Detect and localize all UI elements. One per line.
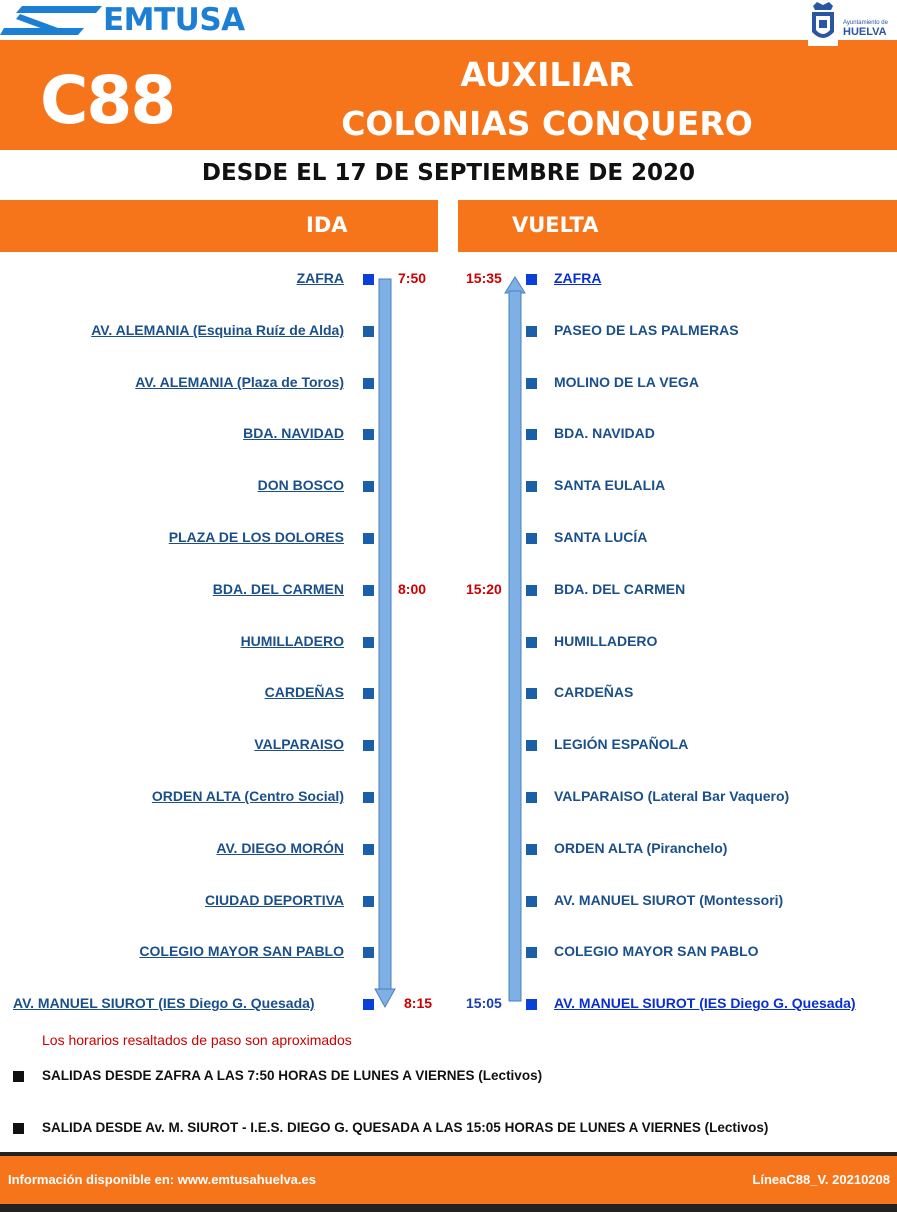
stop-marker-icon	[526, 688, 537, 699]
ida-stop-link[interactable]: AV. ALEMANIA (Plaza de Toros)	[135, 374, 344, 390]
departure-info-2: SALIDA DESDE Av. M. SIUROT - I.E.S. DIEGO G. QUESADA A LAS 15:05 HORAS DE LUNES A VIERNES (Lectivos)	[42, 1120, 769, 1135]
vuelta-stop-label: BDA. DEL CARMEN	[554, 581, 686, 597]
vuelta-stop-label: VALPARAISO (Lateral Bar Vaquero)	[554, 788, 790, 804]
stop-marker-icon	[363, 481, 374, 492]
direction-label-vuelta: VUELTA	[512, 213, 599, 237]
stop-marker-icon	[363, 999, 374, 1010]
timing-note: Los horarios resaltados de paso son aproximados	[42, 1032, 352, 1048]
stop-marker-icon	[363, 637, 374, 648]
stop-marker-icon	[363, 326, 374, 337]
footer-info: Información disponible en: www.emtusahuelva.es	[8, 1172, 316, 1187]
stop-marker-icon	[363, 792, 374, 803]
vuelta-stop-label: ORDEN ALTA (Piranchelo)	[554, 840, 728, 856]
ida-stop-link[interactable]: AV. DIEGO MORÓN	[216, 840, 344, 856]
ida-time: 8:00	[398, 581, 427, 597]
vuelta-time: 15:20	[466, 581, 502, 597]
ida-stop-link[interactable]: AV. MANUEL SIUROT (IES Diego G. Quesada)	[13, 995, 315, 1011]
departure-info-1: SALIDAS DESDE ZAFRA A LAS 7:50 HORAS DE LUNES A VIERNES (Lectivos)	[42, 1068, 543, 1083]
vuelta-stop-label: COLEGIO MAYOR SAN PABLO	[554, 943, 759, 959]
stop-marker-icon	[526, 999, 537, 1010]
direction-label-ida: IDA	[306, 213, 348, 237]
stop-marker-icon	[363, 896, 374, 907]
emtusa-logo-icon	[0, 2, 104, 40]
stop-marker-icon	[526, 326, 537, 337]
ida-stop-link[interactable]: HUMILLADERO	[240, 633, 344, 649]
vuelta-stop-label: MOLINO DE LA VEGA	[554, 374, 699, 390]
bullet-icon	[13, 1071, 24, 1082]
stop-marker-icon	[526, 429, 537, 440]
stop-marker-icon	[363, 947, 374, 958]
line-code: C88	[40, 62, 175, 139]
stop-marker-icon	[363, 688, 374, 699]
ida-stop-link[interactable]: ZAFRA	[296, 270, 344, 286]
stop-marker-icon	[363, 378, 374, 389]
stop-marker-icon	[363, 585, 374, 596]
stop-marker-icon	[526, 844, 537, 855]
ida-stop-link[interactable]: ORDEN ALTA (Centro Social)	[151, 788, 344, 804]
stop-marker-icon	[363, 533, 374, 544]
brand-name: EMTUSA	[103, 2, 245, 38]
stop-marker-icon	[526, 947, 537, 958]
stop-marker-icon	[526, 274, 537, 285]
vuelta-stop-link[interactable]: AV. MANUEL SIUROT (IES Diego G. Quesada)	[554, 995, 856, 1011]
vuelta-stop-label: SANTA LUCÍA	[554, 529, 648, 545]
vuelta-stop-label: SANTA EULALIA	[554, 477, 666, 493]
vuelta-stop-label: AV. MANUEL SIUROT (Montessori)	[554, 892, 784, 908]
ida-stop-link[interactable]: DON BOSCO	[257, 477, 344, 493]
city-crest	[803, 0, 897, 48]
route-title-line-1: AUXILIAR	[460, 55, 634, 94]
ida-stop-link[interactable]: PLAZA DE LOS DOLORES	[168, 529, 344, 545]
route-title-line-2: COLONIAS CONQUERO	[341, 104, 753, 143]
direction-header-vuelta	[458, 200, 897, 252]
ida-stop-link[interactable]: CARDEÑAS	[264, 684, 344, 700]
stop-marker-icon	[363, 740, 374, 751]
direction-header-ida	[0, 200, 438, 252]
stop-marker-icon	[526, 637, 537, 648]
ida-direction-arrow-icon	[370, 275, 400, 1010]
stop-marker-icon	[526, 740, 537, 751]
ida-time: 7:50	[398, 270, 427, 286]
crest-icon	[807, 0, 839, 46]
crest-caption: HUELVA	[843, 26, 887, 38]
stop-marker-icon	[526, 792, 537, 803]
ida-time: 8:15	[404, 995, 433, 1011]
emtusa-logo	[0, 0, 258, 40]
ida-stop-link[interactable]: BDA. DEL CARMEN	[212, 581, 344, 597]
stop-marker-icon	[526, 896, 537, 907]
footer-bottom-bar	[0, 1204, 897, 1212]
ida-stop-link[interactable]: AV. ALEMANIA (Esquina Ruíz de Alda)	[91, 322, 344, 338]
vuelta-stop-label: CARDEÑAS	[554, 684, 634, 700]
stop-marker-icon	[363, 429, 374, 440]
crest-caption-small: Ayuntamiento de	[843, 20, 888, 26]
stop-marker-icon	[526, 481, 537, 492]
stop-marker-icon	[526, 585, 537, 596]
vuelta-stop-label: BDA. NAVIDAD	[554, 425, 655, 441]
ida-stop-link[interactable]: VALPARAISO	[254, 736, 344, 752]
stop-marker-icon	[526, 533, 537, 544]
stop-marker-icon	[526, 378, 537, 389]
stop-marker-icon	[363, 274, 374, 285]
vuelta-stop-label: PASEO DE LAS PALMERAS	[554, 322, 739, 338]
vuelta-stop-label: LEGIÓN ESPAÑOLA	[554, 736, 689, 752]
bullet-icon	[13, 1123, 24, 1134]
vuelta-stop-label: HUMILLADERO	[554, 633, 658, 649]
ida-stop-link[interactable]: CIUDAD DEPORTIVA	[205, 892, 344, 908]
vuelta-time: 15:05	[466, 995, 502, 1011]
footer-version: LíneaC88_V. 20210208	[752, 1172, 890, 1187]
vuelta-time: 15:35	[466, 270, 502, 286]
valid-from-date: DESDE EL 17 DE SEPTIEMBRE DE 2020	[201, 160, 696, 186]
vuelta-stop-link[interactable]: ZAFRA	[554, 270, 602, 286]
ida-stop-link[interactable]: COLEGIO MAYOR SAN PABLO	[139, 943, 344, 959]
stop-marker-icon	[363, 844, 374, 855]
ida-stop-link[interactable]: BDA. NAVIDAD	[243, 425, 344, 441]
